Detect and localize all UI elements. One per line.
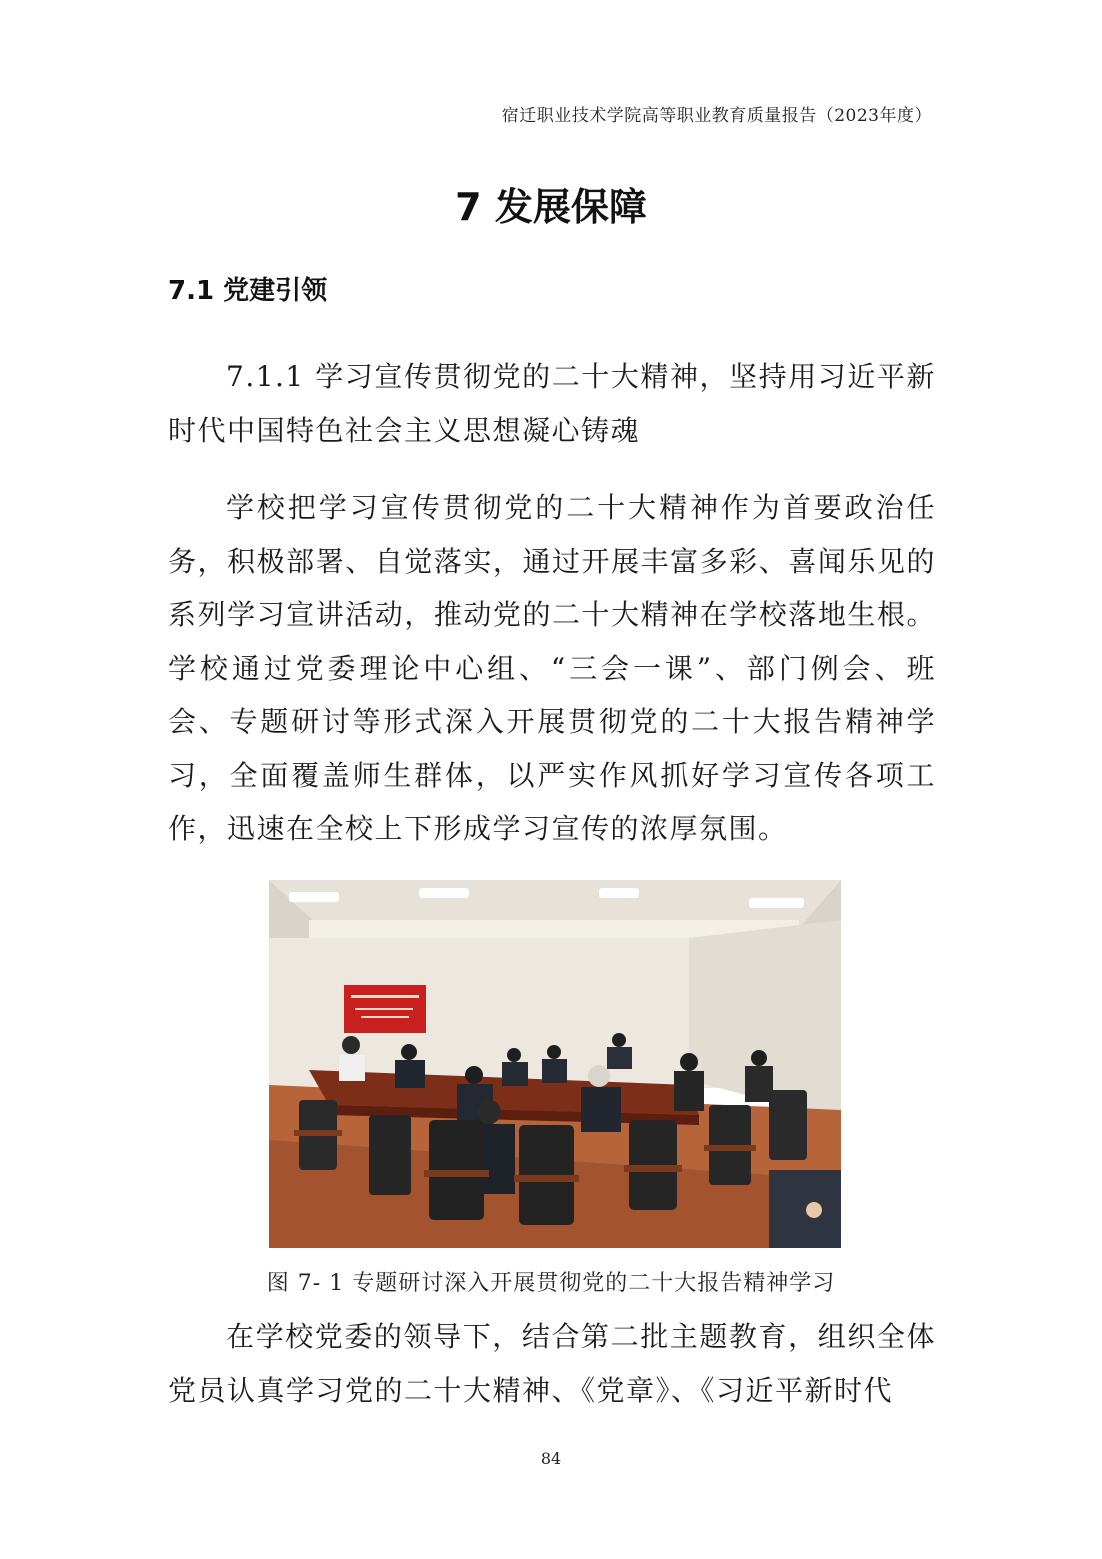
page-number: 84 [540, 1449, 562, 1468]
running-header: 宿迁职业技术学院高等职业教育质量报告（2023年度） [501, 106, 932, 126]
subsection-heading: 7.1.1 学习宣传贯彻党的二十大精神，坚持用习近平新时代中国特色社会主义思想凝心铸魂 [168, 360, 936, 447]
meeting-photo [269, 880, 841, 1248]
chapter-title: 7 发展保障 [455, 185, 647, 229]
figure-caption: 图 7- 1 专题研讨深入开展贯彻党的二十大报告精神学习 [266, 1271, 836, 1296]
body-paragraph: 学校把学习宣传贯彻党的二十大精神作为首要政治任务，积极部署、自觉落实，通过开展丰富多彩、喜闻乐见的系列学习宣讲活动，推动党的二十大精神在学校落地生根。学校通过党委理论中心组、“三会一课”、部门例会、班会、专题研讨等形式深入开展贯彻党的二十大报告精神学习，全面覆盖师生群体，以严实作风抓好学习宣传各项工作，迅速在全校上下形成学习宣传的浓厚氛围。 [168, 491, 936, 845]
body-paragraph: 在学校党委的领导下，结合第二批主题教育，组织全体党员认真学习党的二十大精神、《党章》、《习近平新时代 [168, 1320, 936, 1407]
section-heading: 7.1 党建引领 [168, 276, 328, 306]
